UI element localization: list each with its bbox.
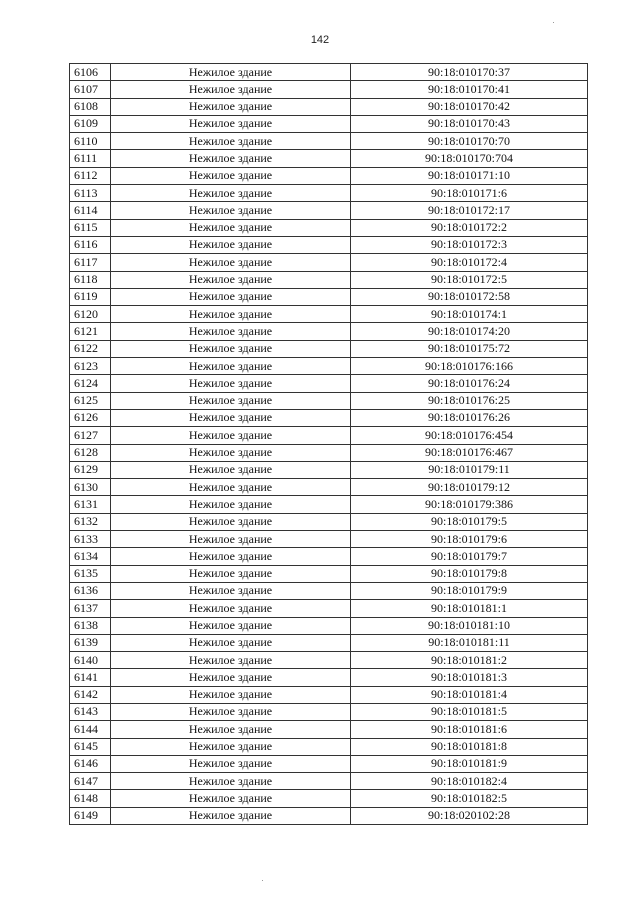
row-number-cell: 6145 bbox=[70, 738, 111, 755]
table-row bbox=[70, 98, 588, 115]
cadastral-number-cell: 90:18:010179:386 bbox=[351, 496, 588, 513]
row-number-cell: 6108 bbox=[70, 98, 111, 115]
row-number-cell: 6114 bbox=[70, 202, 111, 219]
table-row bbox=[70, 358, 588, 375]
row-number-cell: 6111 bbox=[70, 150, 111, 167]
object-type-cell: Нежилое здание bbox=[111, 634, 351, 651]
row-number-cell: 6121 bbox=[70, 323, 111, 340]
row-number-cell: 6143 bbox=[70, 703, 111, 720]
cadastral-number-cell: 90:18:010181:8 bbox=[351, 738, 588, 755]
object-type-cell: Нежилое здание bbox=[111, 64, 351, 81]
object-type-cell: Нежилое здание bbox=[111, 323, 351, 340]
cadastral-number-cell: 90:18:010170:70 bbox=[351, 133, 588, 150]
cadastral-number-cell: 90:18:010182:4 bbox=[351, 773, 588, 790]
cadastral-number-cell: 90:18:010176:24 bbox=[351, 375, 588, 392]
table-row bbox=[70, 254, 588, 271]
cadastral-number-cell: 90:18:010176:26 bbox=[351, 409, 588, 426]
cadastral-number-cell: 90:18:010176:467 bbox=[351, 444, 588, 461]
table-row bbox=[70, 150, 588, 167]
object-type-cell: Нежилое здание bbox=[111, 773, 351, 790]
table-row bbox=[70, 548, 588, 565]
cadastral-number-cell: 90:18:010172:58 bbox=[351, 288, 588, 305]
row-number-cell: 6118 bbox=[70, 271, 111, 288]
row-number-cell: 6139 bbox=[70, 634, 111, 651]
table-row bbox=[70, 721, 588, 738]
cadastral-number-cell: 90:18:010170:37 bbox=[351, 64, 588, 81]
cadastral-number-cell: 90:18:010181:6 bbox=[351, 721, 588, 738]
cadastral-number-cell: 90:18:010170:42 bbox=[351, 98, 588, 115]
table-row bbox=[70, 790, 588, 807]
object-type-cell: Нежилое здание bbox=[111, 738, 351, 755]
table-row bbox=[70, 375, 588, 392]
object-type-cell: Нежилое здание bbox=[111, 133, 351, 150]
object-type-cell: Нежилое здание bbox=[111, 513, 351, 530]
object-type-cell: Нежилое здание bbox=[111, 306, 351, 323]
row-number-cell: 6122 bbox=[70, 340, 111, 357]
cadastral-number-cell: 90:18:010179:6 bbox=[351, 531, 588, 548]
cadastral-number-cell: 90:18:010170:704 bbox=[351, 150, 588, 167]
object-type-cell: Нежилое здание bbox=[111, 461, 351, 478]
row-number-cell: 6135 bbox=[70, 565, 111, 582]
row-number-cell: 6144 bbox=[70, 721, 111, 738]
cadastral-number-cell: 90:18:010172:17 bbox=[351, 202, 588, 219]
row-number-cell: 6120 bbox=[70, 306, 111, 323]
object-type-cell: Нежилое здание bbox=[111, 652, 351, 669]
row-number-cell: 6125 bbox=[70, 392, 111, 409]
object-type-cell: Нежилое здание bbox=[111, 427, 351, 444]
table-row bbox=[70, 513, 588, 530]
object-type-cell: Нежилое здание bbox=[111, 219, 351, 236]
table-row bbox=[70, 703, 588, 720]
object-type-cell: Нежилое здание bbox=[111, 686, 351, 703]
cadastral-number-cell: 90:18:010179:12 bbox=[351, 479, 588, 496]
property-registry-table bbox=[69, 63, 588, 825]
cadastral-number-cell: 90:18:010172:4 bbox=[351, 254, 588, 271]
object-type-cell: Нежилое здание bbox=[111, 409, 351, 426]
cadastral-number-cell: 90:18:010176:166 bbox=[351, 358, 588, 375]
row-number-cell: 6148 bbox=[70, 790, 111, 807]
object-type-cell: Нежилое здание bbox=[111, 98, 351, 115]
object-type-cell: Нежилое здание bbox=[111, 721, 351, 738]
row-number-cell: 6113 bbox=[70, 185, 111, 202]
row-number-cell: 6132 bbox=[70, 513, 111, 530]
table-row bbox=[70, 617, 588, 634]
row-number-cell: 6126 bbox=[70, 409, 111, 426]
row-number-cell: 6142 bbox=[70, 686, 111, 703]
table-row bbox=[70, 323, 588, 340]
cadastral-number-cell: 90:18:010182:5 bbox=[351, 790, 588, 807]
row-number-cell: 6123 bbox=[70, 358, 111, 375]
table-row bbox=[70, 669, 588, 686]
cadastral-number-cell: 90:18:010181:4 bbox=[351, 686, 588, 703]
cadastral-number-cell: 90:18:010171:6 bbox=[351, 185, 588, 202]
table-row bbox=[70, 738, 588, 755]
object-type-cell: Нежилое здание bbox=[111, 531, 351, 548]
object-type-cell: Нежилое здание bbox=[111, 669, 351, 686]
table-row bbox=[70, 271, 588, 288]
table-row bbox=[70, 81, 588, 98]
cadastral-number-cell: 90:18:010179:11 bbox=[351, 461, 588, 478]
table-row bbox=[70, 64, 588, 81]
object-type-cell: Нежилое здание bbox=[111, 202, 351, 219]
table-row bbox=[70, 427, 588, 444]
object-type-cell: Нежилое здание bbox=[111, 496, 351, 513]
row-number-cell: 6106 bbox=[70, 64, 111, 81]
cadastral-number-cell: 90:18:010181:5 bbox=[351, 703, 588, 720]
table-row bbox=[70, 133, 588, 150]
cadastral-number-cell: 90:18:010172:5 bbox=[351, 271, 588, 288]
row-number-cell: 6131 bbox=[70, 496, 111, 513]
table-row bbox=[70, 773, 588, 790]
object-type-cell: Нежилое здание bbox=[111, 167, 351, 184]
table-row bbox=[70, 202, 588, 219]
row-number-cell: 6149 bbox=[70, 807, 111, 824]
page-number: 142 bbox=[310, 34, 330, 46]
row-number-cell: 6127 bbox=[70, 427, 111, 444]
row-number-cell: 6116 bbox=[70, 236, 111, 253]
table-row bbox=[70, 392, 588, 409]
table-row bbox=[70, 565, 588, 582]
row-number-cell: 6136 bbox=[70, 582, 111, 599]
row-number-cell: 6130 bbox=[70, 479, 111, 496]
table-row bbox=[70, 444, 588, 461]
cadastral-number-cell: 90:18:010179:9 bbox=[351, 582, 588, 599]
row-number-cell: 6137 bbox=[70, 600, 111, 617]
table-row bbox=[70, 461, 588, 478]
object-type-cell: Нежилое здание bbox=[111, 479, 351, 496]
row-number-cell: 6138 bbox=[70, 617, 111, 634]
object-type-cell: Нежилое здание bbox=[111, 392, 351, 409]
table-row bbox=[70, 340, 588, 357]
object-type-cell: Нежилое здание bbox=[111, 807, 351, 824]
object-type-cell: Нежилое здание bbox=[111, 548, 351, 565]
cadastral-number-cell: 90:18:010170:43 bbox=[351, 115, 588, 132]
object-type-cell: Нежилое здание bbox=[111, 358, 351, 375]
object-type-cell: Нежилое здание bbox=[111, 703, 351, 720]
cadastral-number-cell: 90:18:010174:1 bbox=[351, 306, 588, 323]
cadastral-number-cell: 90:18:010174:20 bbox=[351, 323, 588, 340]
row-number-cell: 6129 bbox=[70, 461, 111, 478]
cadastral-number-cell: 90:18:010181:1 bbox=[351, 600, 588, 617]
cadastral-number-cell: 90:18:010181:3 bbox=[351, 669, 588, 686]
row-number-cell: 6128 bbox=[70, 444, 111, 461]
row-number-cell: 6109 bbox=[70, 115, 111, 132]
scan-speck bbox=[553, 22, 554, 23]
cadastral-number-cell: 90:18:010181:10 bbox=[351, 617, 588, 634]
object-type-cell: Нежилое здание bbox=[111, 254, 351, 271]
scan-speck bbox=[262, 880, 263, 881]
object-type-cell: Нежилое здание bbox=[111, 600, 351, 617]
row-number-cell: 6141 bbox=[70, 669, 111, 686]
table-row bbox=[70, 288, 588, 305]
object-type-cell: Нежилое здание bbox=[111, 755, 351, 772]
table-row bbox=[70, 600, 588, 617]
row-number-cell: 6146 bbox=[70, 755, 111, 772]
table-row bbox=[70, 634, 588, 651]
cadastral-number-cell: 90:18:010175:72 bbox=[351, 340, 588, 357]
row-number-cell: 6119 bbox=[70, 288, 111, 305]
row-number-cell: 6133 bbox=[70, 531, 111, 548]
row-number-cell: 6124 bbox=[70, 375, 111, 392]
table-row bbox=[70, 686, 588, 703]
row-number-cell: 6117 bbox=[70, 254, 111, 271]
table-row bbox=[70, 652, 588, 669]
row-number-cell: 6115 bbox=[70, 219, 111, 236]
table-row bbox=[70, 582, 588, 599]
cadastral-number-cell: 90:18:010179:8 bbox=[351, 565, 588, 582]
cadastral-number-cell: 90:18:020102:28 bbox=[351, 807, 588, 824]
object-type-cell: Нежилое здание bbox=[111, 288, 351, 305]
row-number-cell: 6112 bbox=[70, 167, 111, 184]
object-type-cell: Нежилое здание bbox=[111, 185, 351, 202]
object-type-cell: Нежилое здание bbox=[111, 617, 351, 634]
object-type-cell: Нежилое здание bbox=[111, 81, 351, 98]
object-type-cell: Нежилое здание bbox=[111, 444, 351, 461]
table-row bbox=[70, 479, 588, 496]
cadastral-number-cell: 90:18:010181:11 bbox=[351, 634, 588, 651]
object-type-cell: Нежилое здание bbox=[111, 340, 351, 357]
table-row bbox=[70, 306, 588, 323]
table-row bbox=[70, 807, 588, 824]
table-row bbox=[70, 185, 588, 202]
table-row bbox=[70, 167, 588, 184]
object-type-cell: Нежилое здание bbox=[111, 236, 351, 253]
row-number-cell: 6134 bbox=[70, 548, 111, 565]
table-row bbox=[70, 115, 588, 132]
object-type-cell: Нежилое здание bbox=[111, 565, 351, 582]
table-row bbox=[70, 496, 588, 513]
object-type-cell: Нежилое здание bbox=[111, 582, 351, 599]
cadastral-number-cell: 90:18:010176:454 bbox=[351, 427, 588, 444]
object-type-cell: Нежилое здание bbox=[111, 375, 351, 392]
cadastral-number-cell: 90:18:010179:7 bbox=[351, 548, 588, 565]
table-row bbox=[70, 236, 588, 253]
object-type-cell: Нежилое здание bbox=[111, 150, 351, 167]
cadastral-number-cell: 90:18:010172:3 bbox=[351, 236, 588, 253]
cadastral-number-cell: 90:18:010170:41 bbox=[351, 81, 588, 98]
cadastral-number-cell: 90:18:010181:2 bbox=[351, 652, 588, 669]
object-type-cell: Нежилое здание bbox=[111, 790, 351, 807]
table-row bbox=[70, 409, 588, 426]
object-type-cell: Нежилое здание bbox=[111, 115, 351, 132]
registry-body bbox=[70, 64, 588, 825]
row-number-cell: 6140 bbox=[70, 652, 111, 669]
row-number-cell: 6107 bbox=[70, 81, 111, 98]
row-number-cell: 6147 bbox=[70, 773, 111, 790]
cadastral-number-cell: 90:18:010172:2 bbox=[351, 219, 588, 236]
cadastral-number-cell: 90:18:010179:5 bbox=[351, 513, 588, 530]
row-number-cell: 6110 bbox=[70, 133, 111, 150]
table-row bbox=[70, 531, 588, 548]
table-row bbox=[70, 755, 588, 772]
cadastral-number-cell: 90:18:010181:9 bbox=[351, 755, 588, 772]
cadastral-number-cell: 90:18:010171:10 bbox=[351, 167, 588, 184]
table-row bbox=[70, 219, 588, 236]
cadastral-number-cell: 90:18:010176:25 bbox=[351, 392, 588, 409]
object-type-cell: Нежилое здание bbox=[111, 271, 351, 288]
